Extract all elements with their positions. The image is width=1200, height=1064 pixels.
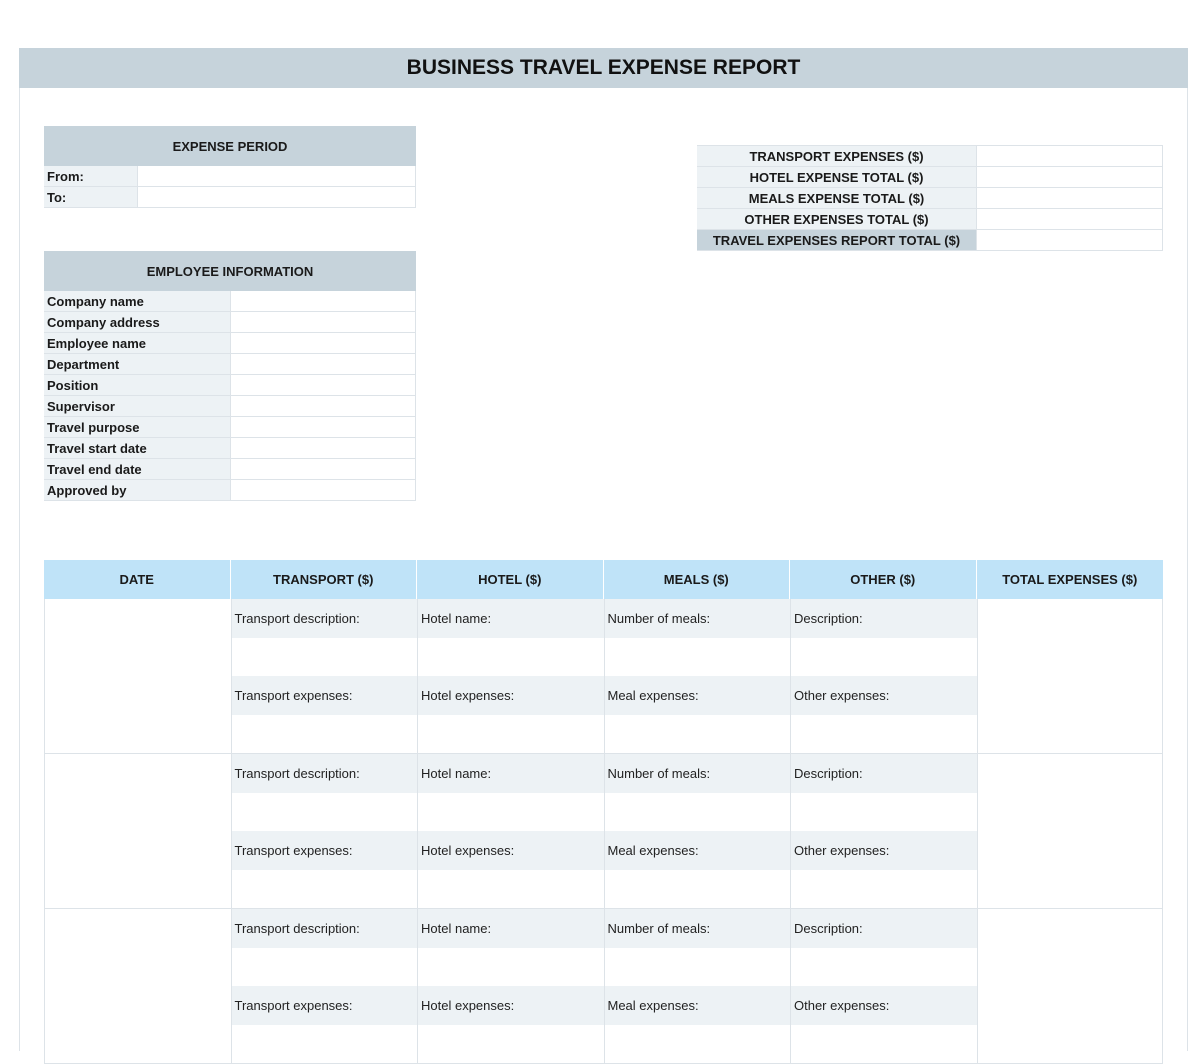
expense-table <box>44 560 1163 1064</box>
other-cell <box>790 754 977 908</box>
column-header-date: DATE <box>44 560 231 599</box>
period-row-to <box>44 187 416 208</box>
approved-by-label: Approved by <box>44 480 230 500</box>
expense-period-section <box>44 126 416 208</box>
hotel-expenses-input[interactable] <box>418 870 604 909</box>
transport-expenses-label: Transport expenses: <box>232 831 418 870</box>
hotel-name-input[interactable] <box>418 793 604 832</box>
summary-row-hotel <box>697 167 1163 188</box>
hotel-expenses-input[interactable] <box>418 1025 604 1064</box>
column-header-transport: TRANSPORT ($) <box>231 560 418 599</box>
transport-description-input[interactable] <box>232 638 418 677</box>
transport-cell <box>231 909 418 1063</box>
other-total-value[interactable] <box>976 209 1163 229</box>
period-to-input[interactable] <box>137 187 416 207</box>
employee-row <box>44 312 416 333</box>
meals-cell <box>604 754 791 908</box>
report-title: BUSINESS TRAVEL EXPENSE REPORT <box>19 48 1188 88</box>
transport-expenses-input[interactable] <box>232 870 418 909</box>
travel-end-date-input[interactable] <box>230 459 416 479</box>
hotel-total-label: HOTEL EXPENSE TOTAL ($) <box>697 167 976 187</box>
hotel-name-label: Hotel name: <box>418 599 604 638</box>
total-expenses-cell[interactable] <box>977 909 1164 1063</box>
other-description-input[interactable] <box>791 948 977 987</box>
report-total-value[interactable] <box>976 230 1163 250</box>
hotel-cell <box>417 909 604 1063</box>
hotel-cell <box>417 754 604 908</box>
company-address-label: Company address <box>44 312 230 332</box>
employee-information-section <box>44 251 416 501</box>
travel-purpose-input[interactable] <box>230 417 416 437</box>
department-label: Department <box>44 354 230 374</box>
hotel-name-input[interactable] <box>418 948 604 987</box>
date-cell[interactable] <box>44 599 231 753</box>
column-header-meals: MEALS ($) <box>604 560 791 599</box>
meals-cell <box>604 909 791 1063</box>
other-description-label: Description: <box>791 754 977 793</box>
report-total-label: TRAVEL EXPENSES REPORT TOTAL ($) <box>697 230 976 250</box>
employee-row <box>44 417 416 438</box>
number-of-meals-input[interactable] <box>605 948 791 987</box>
transport-description-label: Transport description: <box>232 909 418 948</box>
travel-purpose-label: Travel purpose <box>44 417 230 437</box>
summary-row-meals <box>697 188 1163 209</box>
meals-total-label: MEALS EXPENSE TOTAL ($) <box>697 188 976 208</box>
employee-name-input[interactable] <box>230 333 416 353</box>
travel-end-date-label: Travel end date <box>44 459 230 479</box>
company-name-label: Company name <box>44 291 230 311</box>
meal-expenses-input[interactable] <box>605 870 791 909</box>
transport-cell <box>231 599 418 753</box>
transport-description-input[interactable] <box>232 793 418 832</box>
other-expenses-label: Other expenses: <box>791 831 977 870</box>
table-header-row <box>44 560 1163 599</box>
period-row-from <box>44 166 416 187</box>
supervisor-label: Supervisor <box>44 396 230 416</box>
table-row <box>44 909 1163 1064</box>
employee-information-header: EMPLOYEE INFORMATION <box>44 251 416 291</box>
other-expenses-label: Other expenses: <box>791 986 977 1025</box>
hotel-expenses-label: Hotel expenses: <box>418 676 604 715</box>
transport-expenses-input[interactable] <box>232 715 418 754</box>
travel-start-date-input[interactable] <box>230 438 416 458</box>
table-row <box>44 754 1163 909</box>
total-expenses-cell[interactable] <box>977 599 1164 753</box>
period-from-input[interactable] <box>137 166 416 186</box>
meals-total-value[interactable] <box>976 188 1163 208</box>
transport-total-label: TRANSPORT EXPENSES ($) <box>697 146 976 166</box>
meals-cell <box>604 599 791 753</box>
company-name-input[interactable] <box>230 291 416 311</box>
transport-description-label: Transport description: <box>232 754 418 793</box>
period-from-label: From: <box>44 166 137 186</box>
date-cell[interactable] <box>44 909 231 1063</box>
position-input[interactable] <box>230 375 416 395</box>
other-expenses-input[interactable] <box>791 1025 977 1064</box>
meal-expenses-input[interactable] <box>605 715 791 754</box>
other-expenses-input[interactable] <box>791 870 977 909</box>
transport-expenses-input[interactable] <box>232 1025 418 1064</box>
other-cell <box>790 909 977 1063</box>
company-address-input[interactable] <box>230 312 416 332</box>
number-of-meals-input[interactable] <box>605 638 791 677</box>
employee-row <box>44 375 416 396</box>
summary-row-transport <box>697 146 1163 167</box>
hotel-cell <box>417 599 604 753</box>
number-of-meals-label: Number of meals: <box>605 909 791 948</box>
employee-row <box>44 354 416 375</box>
meal-expenses-label: Meal expenses: <box>605 676 791 715</box>
transport-description-input[interactable] <box>232 948 418 987</box>
number-of-meals-label: Number of meals: <box>605 599 791 638</box>
total-expenses-cell[interactable] <box>977 754 1164 908</box>
employee-row <box>44 459 416 480</box>
employee-row <box>44 333 416 354</box>
transport-cell <box>231 754 418 908</box>
other-description-input[interactable] <box>791 638 977 677</box>
transport-expenses-label: Transport expenses: <box>232 986 418 1025</box>
position-label: Position <box>44 375 230 395</box>
period-to-label: To: <box>44 187 137 207</box>
hotel-name-label: Hotel name: <box>418 909 604 948</box>
other-description-label: Description: <box>791 599 977 638</box>
date-cell[interactable] <box>44 754 231 908</box>
table-row <box>44 599 1163 754</box>
meal-expenses-label: Meal expenses: <box>605 986 791 1025</box>
other-expenses-input[interactable] <box>791 715 977 754</box>
other-description-label: Description: <box>791 909 977 948</box>
employee-row <box>44 291 416 312</box>
travel-start-date-label: Travel start date <box>44 438 230 458</box>
hotel-expenses-label: Hotel expenses: <box>418 986 604 1025</box>
other-expenses-label: Other expenses: <box>791 676 977 715</box>
hotel-total-value[interactable] <box>976 167 1163 187</box>
transport-expenses-label: Transport expenses: <box>232 676 418 715</box>
employee-row <box>44 438 416 459</box>
other-cell <box>790 599 977 753</box>
hotel-expenses-label: Hotel expenses: <box>418 831 604 870</box>
department-input[interactable] <box>230 354 416 374</box>
summary-row-other <box>697 209 1163 230</box>
meal-expenses-label: Meal expenses: <box>605 831 791 870</box>
transport-description-label: Transport description: <box>232 599 418 638</box>
hotel-name-input[interactable] <box>418 638 604 677</box>
number-of-meals-label: Number of meals: <box>605 754 791 793</box>
meal-expenses-input[interactable] <box>605 1025 791 1064</box>
employee-row <box>44 396 416 417</box>
other-total-label: OTHER EXPENSES TOTAL ($) <box>697 209 976 229</box>
expense-summary-section <box>697 145 1163 251</box>
expense-period-header: EXPENSE PERIOD <box>44 126 416 166</box>
hotel-expenses-input[interactable] <box>418 715 604 754</box>
transport-total-value[interactable] <box>976 146 1163 166</box>
hotel-name-label: Hotel name: <box>418 754 604 793</box>
employee-name-label: Employee name <box>44 333 230 353</box>
column-header-total-expenses: TOTAL EXPENSES ($) <box>977 560 1164 599</box>
summary-row-report-total <box>697 230 1163 251</box>
other-description-input[interactable] <box>791 793 977 832</box>
supervisor-input[interactable] <box>230 396 416 416</box>
column-header-hotel: HOTEL ($) <box>417 560 604 599</box>
column-header-other: OTHER ($) <box>790 560 977 599</box>
employee-row <box>44 480 416 501</box>
approved-by-input[interactable] <box>230 480 416 500</box>
number-of-meals-input[interactable] <box>605 793 791 832</box>
